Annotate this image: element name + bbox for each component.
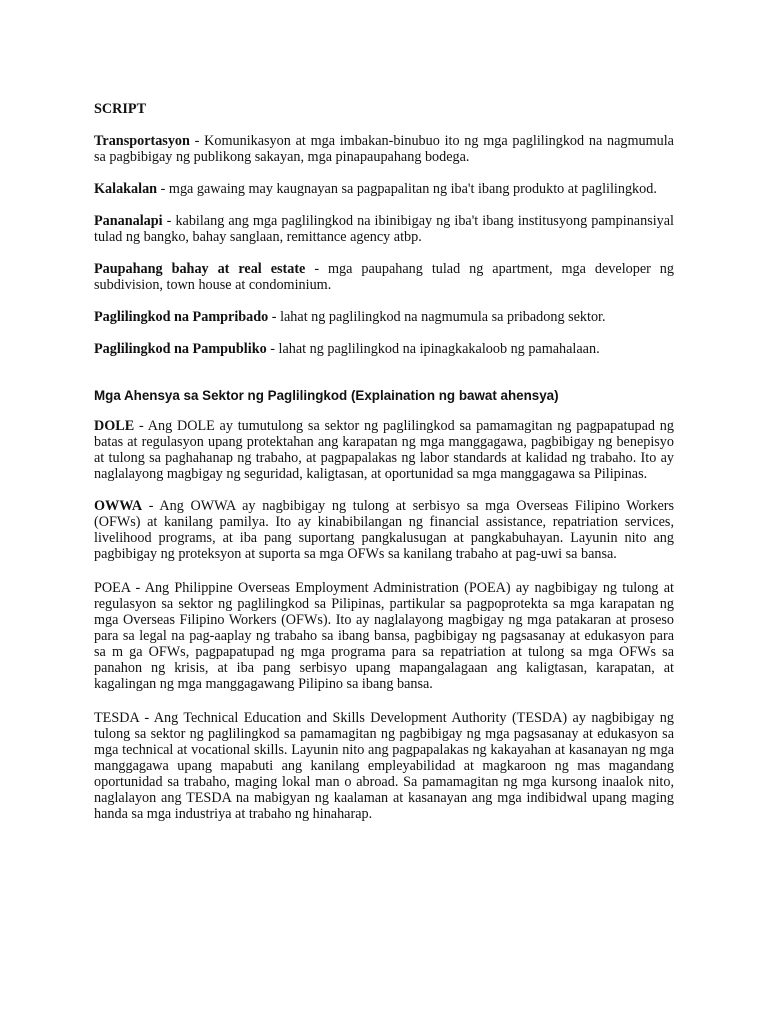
term-name: Kalakalan bbox=[94, 181, 158, 197]
agency-text: Ang Philippine Overseas Employment Administration (POEA) ay nagbibigay ng tulong at regulasyon sa sektor ng paglilingkod sa Pilipinas, partikular sa pagpoprotekta sa mga karapatan ng mga Overseas Filipino Workers (OFWs). Ito ay naglalayong magbigay ng mga patakaran at proseso para sa legal na pag-aaplay ng trabaho sa ibang bansa, pagbibigay ng pagsasanay at edukasyon para sa m ga OFWs, pagpapatupad ng mga programa para sa repatriation at tulong sa mga OFWs sa panahon ng krisis, at iba pang serbisyo upang mapangalagaan ang kaligtasan, karapatan, at kagalingan ng mga manggagawang Pilipino sa ibang bansa. bbox=[94, 580, 674, 692]
agency-poea: POEA - Ang Philippine Overseas Employment Administration (POEA) ay nagbibigay ng tulong at regulasyon sa sektor ng paglilingkod sa Pilipinas, partikular sa pagpoprotekta sa mga karapatan ng mga Overseas Filipino Workers (OFWs). Ito ay naglalayong magbigay ng mga patakaran at proseso para sa legal na pag-aaplay ng trabaho sa ibang bansa, pagbibigay ng pagsasanay at edukasyon para sa m ga OFWs, pagpapatupad ng mga programa para sa repatriation at tulong sa mga OFWs sa panahon ng krisis, at iba pang serbisyo upang mapangalagaan ang kaligtasan, karapatan, at kagalingan ng mga manggagawang Pilipino sa ibang bansa. bbox=[94, 580, 674, 692]
agency-name: TESDA bbox=[94, 710, 139, 726]
term-definition: lahat ng paglilingkod na ipinagkakaloob ng pamahalaan. bbox=[278, 341, 600, 357]
script-title: SCRIPT bbox=[94, 101, 147, 117]
term-definition: kabilang ang mga paglilingkod na ibinibigay ng iba't ibang institusyong pampinansiyal tulad ng bangko, bahay sanglaan, remittance agency atbp. bbox=[94, 213, 674, 245]
agency-tesda: TESDA - Ang Technical Education and Skills Development Authority (TESDA) ay nagbibigay ng tulong sa sektor ng paglilingkod sa pamamagitan ng pagbibigay ng mga pagsasanay at edukasyon sa mga technical at vocational skills. Layunin nito ang pagpapalakas ng kakayahan at kasanayan ng mga manggagawa upang mapabuti ang kanilang empleyabilidad at magkaroon ng mas magandang oportunidad sa trabaho, maging lokal man o abroad. Sa pamamagitan ng mga kursong inaalok nito, naglalayon ang TESDA na mabigyan ng kaalaman at kasanayan ang mga indibidwal upang maging handa sa mga industriya at trabaho ng hinaharap. bbox=[94, 710, 674, 822]
term-name: Paglilingkod na Pampubliko bbox=[94, 341, 267, 357]
agencies-heading: Mga Ahensya sa Sektor ng Paglilingkod (Explaination ng bawat ahensya) bbox=[94, 388, 559, 403]
term-definition: lahat ng paglilingkod na nagmumula sa pribadong sektor. bbox=[280, 309, 606, 325]
term-pananalapi: Pananalapi - kabilang ang mga paglilingkod na ibinibigay ng iba't ibang institusyong pampinansiyal tulad ng bangko, bahay sanglaan, remittance agency atbp. bbox=[94, 213, 674, 245]
agency-text: Ang Technical Education and Skills Development Authority (TESDA) ay nagbibigay ng tulong sa sektor ng paglilingkod sa pamamagitan ng pagbibigay ng mga pagsasanay at edukasyon sa mga technical at vocational skills. Layunin nito ang pagpapalakas ng kakayahan at kasanayan ng mga manggagawa upang mapabuti ang kanilang empleyabilidad at magkaroon ng mas magandang oportunidad sa trabaho, maging lokal man o abroad. Sa pamamagitan ng mga kursong inaalok nito, naglalayon ang TESDA na mabigyan ng kaalaman at kasanayan ang mga indibidwal upang maging handa sa mga industriya at trabaho ng hinaharap. bbox=[94, 710, 674, 822]
agency-name: OWWA bbox=[94, 498, 143, 514]
agency-dole: DOLE - Ang DOLE ay tumutulong sa sektor ng paglilingkod sa pamamagitan ng pagpapatupad ng batas at regulasyon upang protektahan ang karapatan ng mga manggagawa, pagbibigay ng benepisyo at tulong sa paghahanap ng trabaho, at pagpapalakas ng labor standards at kalidad ng trabaho. Ito ay naglalayong magbigay ng seguridad, kaligtasan, at oportunidad sa mga manggagawa sa Pilipinas. bbox=[94, 418, 674, 482]
term-kalakalan: Kalakalan - mga gawaing may kaugnayan sa pagpapalitan ng iba't ibang produkto at paglilingkod. bbox=[94, 181, 657, 197]
term-pampribado: Paglilingkod na Pampribado - lahat ng paglilingkod na nagmumula sa pribadong sektor. bbox=[94, 309, 606, 325]
agency-owwa: OWWA - Ang OWWA ay nagbibigay ng tulong at serbisyo sa mga Overseas Filipino Workers (OFWs) at kanilang pamilya. Ito ay kinabibilangan ng financial assistance, repatriation services, livelihood programs, at iba pang suportang pangkalusugan at pangkabuhayan. Layunin nito ang pagbibigay ng proteksyon at suporta sa mga OFWs sa kanilang trabaho at pag-uwi sa bansa. bbox=[94, 498, 674, 562]
agency-name: DOLE bbox=[94, 418, 135, 434]
term-transportasyon: Transportasyon - Komunikasyon at mga imbakan-binubuo ito ng mga paglilingkod na nagmumula sa pagbibigay ng publikong sakayan, mga pinapaupahang bodega. bbox=[94, 133, 674, 165]
term-definition: mga gawaing may kaugnayan sa pagpapalitan ng iba't ibang produkto at paglilingkod. bbox=[168, 181, 657, 197]
term-definition: Komunikasyon at mga imbakan-binubuo ito ng mga paglilingkod na nagmumula sa pagbibigay ng publikong sakayan, mga pinapaupahang bodega. bbox=[94, 133, 674, 165]
term-pampubliko: Paglilingkod na Pampubliko - lahat ng paglilingkod na ipinagkakaloob ng pamahalaan. bbox=[94, 341, 600, 357]
agency-name: POEA bbox=[94, 580, 131, 596]
document-page bbox=[94, 101, 674, 838]
term-name: Transportasyon bbox=[94, 133, 190, 149]
term-definition: mga paupahang tulad ng apartment, mga developer ng subdivision, town house at condominium. bbox=[94, 261, 674, 293]
term-paupahang-bahay: Paupahang bahay at real estate - mga paupahang tulad ng apartment, mga developer ng subdivision, town house at condominium. bbox=[94, 261, 674, 293]
term-name: Pananalapi bbox=[94, 213, 163, 229]
agency-text: Ang OWWA ay nagbibigay ng tulong at serbisyo sa mga Overseas Filipino Workers (OFWs) at kanilang pamilya. Ito ay kinabibilangan ng financial assistance, repatriation services, livelihood programs, at iba pang suportang pangkalusugan at pangkabuhayan. Layunin nito ang pagbibigay ng proteksyon at suporta sa mga OFWs sa kanilang trabaho at pag-uwi sa bansa. bbox=[94, 498, 674, 562]
agency-text: Ang DOLE ay tumutulong sa sektor ng paglilingkod sa pamamagitan ng pagpapatupad ng batas at regulasyon upang protektahan ang karapatan ng mga manggagawa, pagbibigay ng benepisyo at tulong sa paghahanap ng trabaho, at pagpapalakas ng labor standards at kalidad ng trabaho. Ito ay naglalayong magbigay ng seguridad, kaligtasan, at oportunidad sa mga manggagawa sa Pilipinas. bbox=[94, 418, 674, 482]
term-name: Paglilingkod na Pampribado bbox=[94, 309, 269, 325]
term-name: Paupahang bahay at real estate bbox=[94, 261, 306, 277]
